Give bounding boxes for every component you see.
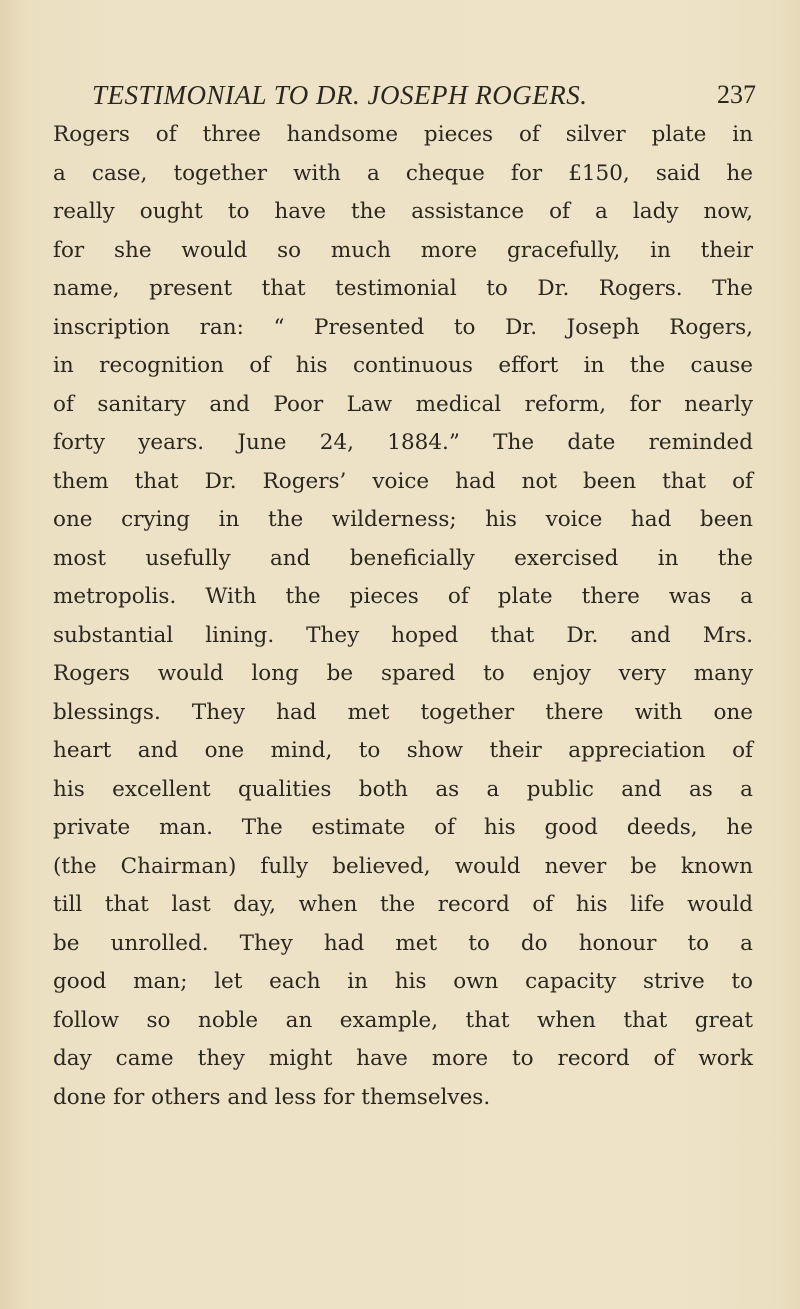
text-line: his excellent qualities both as a public and as a [53,776,753,802]
body-paragraph [53,116,753,1117]
text-line: follow so noble an example, that when that great [53,1007,753,1033]
text-line: (the Chairman) fully believed, would never be known [53,853,753,879]
text-line: in recognition of his continuous effort in the cause [53,353,753,378]
page-number: 237 [717,80,756,109]
text-line: private man. The estimate of his good deeds, he [53,815,753,840]
text-line: metropolis. With the pieces of plate there was a [53,584,753,609]
text-line: blessings. They had met together there with one [53,699,753,725]
text-line: be unrolled. They had met to do honour to a [53,930,753,956]
text-line: for she would so much more gracefully, in their [53,237,753,263]
text-line: most usefully and beneficially exercised in the [53,545,753,571]
text-line: one crying in the wilderness; his voice had been [53,507,753,532]
running-head [92,80,756,116]
text-line: heart and one mind, to show their appreciation of [53,738,753,763]
text-line: done for others and less for themselves. [53,1084,491,1110]
text-line: substantial lining. They hoped that Dr. and Mrs. [53,622,753,648]
text-line: Rogers of three handsome pieces of silver plate in [53,122,753,147]
text-line: forty years. June 24, 1884.” The date reminded [53,430,753,455]
text-line: day came they might have more to record of work [53,1046,753,1071]
text-line: inscription ran: “ Presented to Dr. Joseph Rogers, [53,314,753,340]
text-line: a case, together with a cheque for £150, said he [53,160,753,186]
text-line: them that Dr. Rogers’ voice had not been that of [53,468,753,494]
text-line: Rogers would long be spared to enjoy very many [53,661,753,686]
text-line: till that last day, when the record of his life would [53,892,753,917]
text-line: name, present that testimonial to Dr. Rogers. The [53,276,753,301]
text-line: of sanitary and Poor Law medical reform, for nearly [53,391,753,417]
text-line: really ought to have the assistance of a lady now, [53,199,753,224]
text-line: good man; let each in his own capacity strive to [53,969,753,994]
running-title: TESTIMONIAL TO DR. JOSEPH ROGERS. [92,80,588,110]
